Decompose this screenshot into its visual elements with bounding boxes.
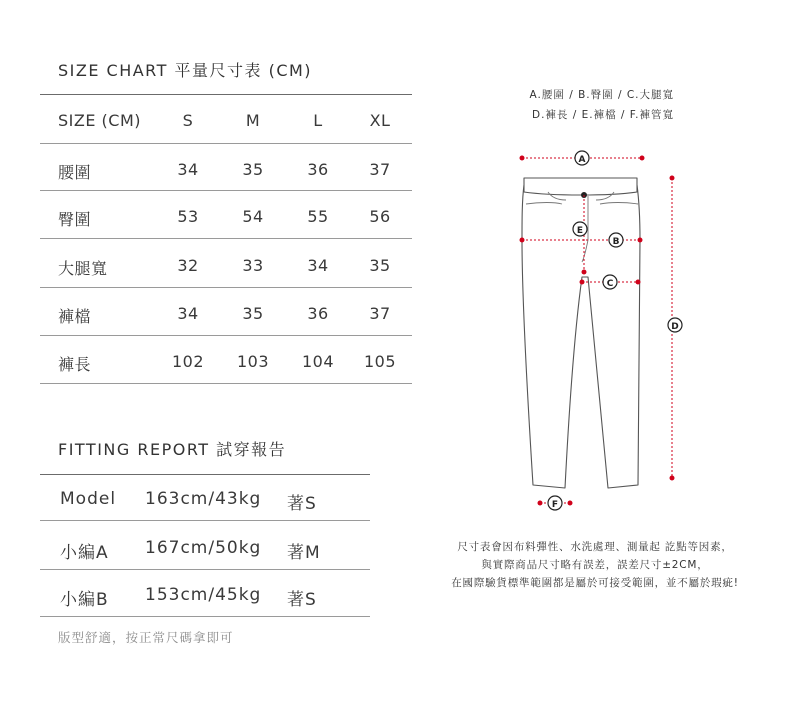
measure-dot [636,280,641,285]
table-cell: 33 [242,256,264,275]
row-label-length: 褲長 [58,355,92,374]
row-label-hip: 臀圍 [58,210,92,229]
marker-a-label: A [578,155,586,165]
measure-dot [580,280,585,285]
fit-model-stats: 163cm/43kg [145,489,262,509]
table-cell: 102 [171,352,205,371]
marker-d-label: D [671,322,679,332]
row-label-thigh: 大腿寬 [58,259,108,278]
divider [40,569,370,570]
disclaimer-line1: 尺寸表會因布料彈性、水洗處理、測量起 訖點等因素， [457,541,733,553]
measure-legend-line1: A.腰圍 / B.臀圍 / C.大腿寬 [529,89,674,101]
marker-f-label: F [551,500,559,510]
table-cell: 34 [177,304,199,323]
measure-dot [520,156,525,161]
table-cell: 53 [177,207,199,226]
divider [40,287,412,288]
row-label-waist: 腰圍 [58,163,92,182]
fit-model-stats: 167cm/50kg [145,538,262,558]
size-header-label: SIZE (CM) [58,111,141,130]
table-cell: 105 [363,352,397,371]
table-cell: 54 [242,207,264,226]
fit-model-size: 著M [287,543,321,563]
marker-e-label: E [576,226,584,236]
measure-dot [538,501,543,506]
divider [40,94,412,95]
fit-note: 版型舒適，按正常尺碼拿即可 [58,630,234,645]
divider [40,335,412,336]
table-cell: 56 [369,207,391,226]
measure-legend-line2: D.褲長 / E.褲檔 / F.褲管寬 [531,109,674,121]
table-cell: 36 [307,160,329,179]
table-cell: 35 [242,304,264,323]
row-label-rise: 褲檔 [58,307,92,326]
size-header-l: L [313,111,323,130]
fit-model-size: 著S [287,590,317,610]
table-cell: 37 [369,160,391,179]
measure-dot [638,238,643,243]
disclaimer-line2: 與實際商品尺寸略有誤差，誤差尺寸±2CM， [481,559,709,571]
measure-dot [582,270,587,275]
table-cell: 34 [177,160,199,179]
fit-model-name: 小編A [60,543,109,563]
measure-dot [670,176,675,181]
table-cell: 55 [307,207,329,226]
divider [40,520,370,521]
divider [40,190,412,191]
table-cell: 36 [307,304,329,323]
table-cell: 37 [369,304,391,323]
table-cell: 35 [369,256,391,275]
fit-model-name: 小編B [60,590,109,610]
size-header-xl: XL [369,111,391,130]
size-chart-title: SIZE CHART 平量尺寸表 (CM) [58,61,313,80]
divider [40,143,412,144]
measure-dot [640,156,645,161]
marker-b-label: B [612,237,620,247]
disclaimer-line3: 在國際驗貨標準範圍都是屬於可接受範圍，並不屬於瑕疵! [451,577,739,589]
fit-model-stats: 153cm/45kg [145,585,262,605]
table-cell: 34 [307,256,329,275]
marker-c-label: C [606,279,614,289]
table-cell: 103 [236,352,270,371]
table-cell: 104 [301,352,335,371]
fit-model-name: Model [60,489,117,509]
divider [40,383,412,384]
fit-model-size: 著S [287,494,317,514]
size-header-s: S [182,111,194,130]
measure-dot [520,238,525,243]
table-cell: 32 [177,256,199,275]
measure-dot [568,501,573,506]
divider [40,238,412,239]
measure-dot [670,476,675,481]
table-cell: 35 [242,160,264,179]
divider [40,616,370,617]
size-header-m: M [245,111,261,130]
fitting-report-title: FITTING REPORT 試穿報告 [58,440,287,459]
pants-measurement-diagram [500,140,700,515]
divider [40,474,370,475]
